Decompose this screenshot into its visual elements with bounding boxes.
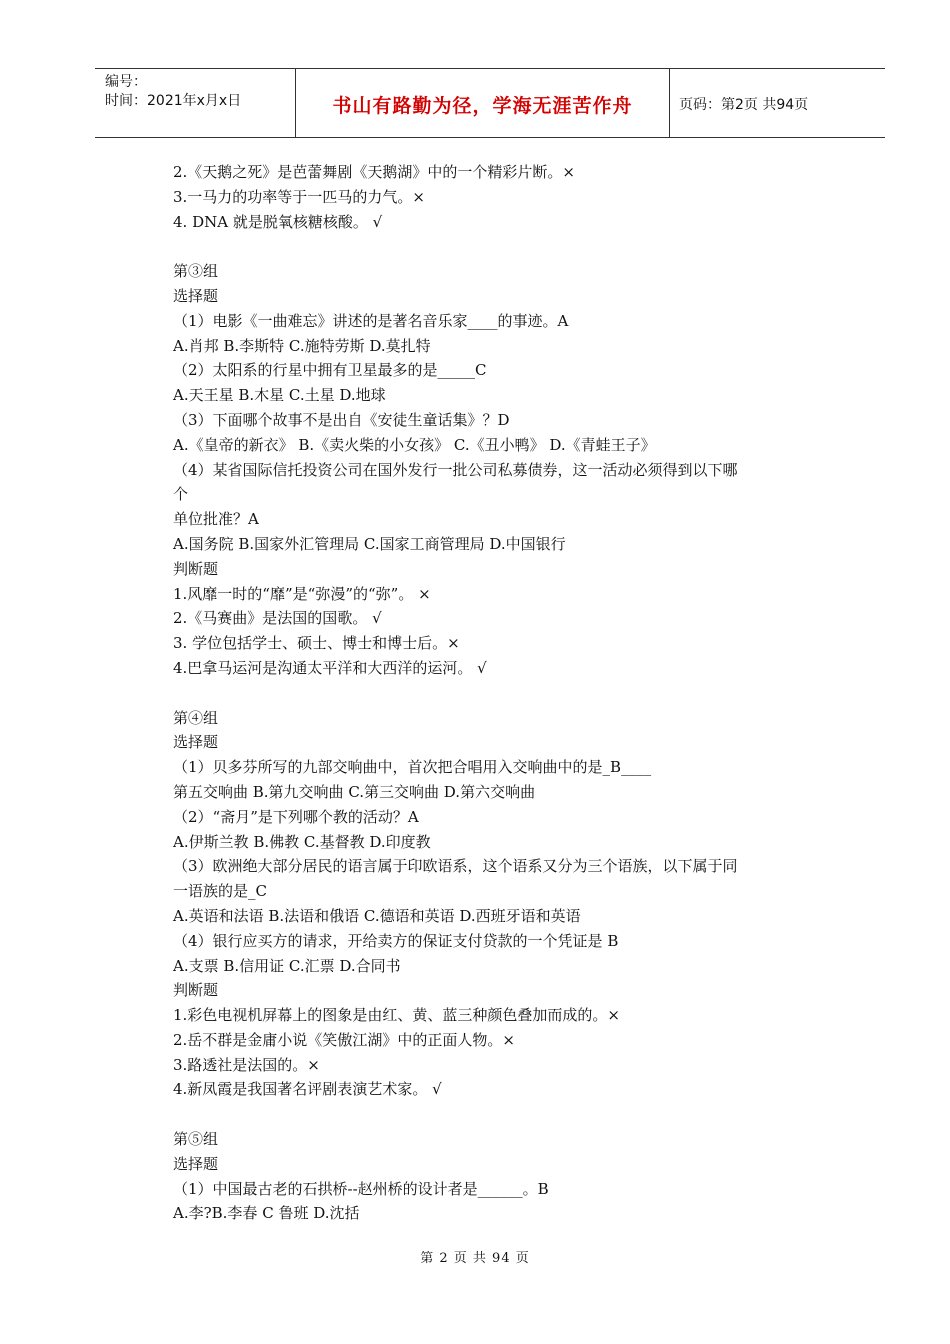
document-time-label: 时间：2021年x月x日 bbox=[105, 93, 242, 109]
question: （1）贝多芬所写的九部交响曲中，首次把合唱用入交响曲中的是_B____ bbox=[173, 758, 652, 777]
section-heading: 判断题 bbox=[173, 981, 219, 1000]
question-options: A.肖邦 B.李斯特 C.施特劳斯 D.莫扎特 bbox=[173, 336, 431, 355]
question: （1）电影《一曲难忘》讲述的是著名音乐家____的事迹。A bbox=[173, 311, 569, 330]
judgement-item: 4.新凤霞是我国著名评剧表演艺术家。 √ bbox=[173, 1080, 442, 1099]
question-options: A.天王星 B.木星 C.土星 D.地球 bbox=[173, 386, 386, 405]
judgement-item: 2.《马赛曲》是法国的国歌。 √ bbox=[173, 609, 382, 628]
section-heading: 选择题 bbox=[173, 1154, 219, 1173]
section-heading: 判断题 bbox=[173, 559, 219, 578]
section-heading: 选择题 bbox=[173, 286, 219, 305]
page-header bbox=[95, 68, 885, 138]
header-motto: 书山有路勤为径，学海无涯苦作舟 bbox=[332, 95, 633, 117]
question-options: A.国务院 B.国家外汇管理局 C.国家工商管理局 D.中国银行 bbox=[173, 534, 566, 553]
question-options: A.李?B.李春 C 鲁班 D.沈括 bbox=[173, 1204, 360, 1223]
question-options: A.《皇帝的新衣》 B.《卖火柴的小女孩》 C.《丑小鸭》 D.《青蛙王子》 bbox=[173, 435, 656, 454]
spacer bbox=[173, 234, 823, 259]
spacer bbox=[173, 1102, 823, 1127]
question: （3）欧洲绝大部分居民的语言属于印欧语系，这个语系又分为三个语族，以下属于同 bbox=[173, 857, 738, 876]
header-meta-cell bbox=[95, 69, 295, 137]
question: （4）某省国际信托投资公司在国外发行一批公司私募债券，这一活动必须得到以下哪 bbox=[173, 460, 738, 479]
question-options: 第五交响曲 B.第九交响曲 C.第三交响曲 D.第六交响曲 bbox=[173, 782, 536, 801]
question: （3）下面哪个故事不是出自《安徒生童话集》？D bbox=[173, 410, 510, 429]
judgement-item: 2.岳不群是金庸小说《笑傲江湖》中的正面人物。× bbox=[173, 1030, 515, 1049]
quiz-item: 4. DNA 就是脱氧核糖核酸。 √ bbox=[173, 212, 383, 231]
question: （2）“斋月”是下列哪个教的活动？A bbox=[173, 807, 419, 826]
group-title: 第④组 bbox=[173, 708, 219, 727]
section-heading: 选择题 bbox=[173, 733, 219, 752]
quiz-item: 3.一马力的功率等于一匹马的力气。× bbox=[173, 187, 425, 206]
group-title: 第⑤组 bbox=[173, 1130, 219, 1149]
question: （2）太阳系的行星中拥有卫星最多的是_____C bbox=[173, 361, 487, 380]
question-options: A.英语和法语 B.法语和俄语 C.德语和英语 D.西班牙语和英语 bbox=[173, 906, 581, 925]
question-options: A.伊斯兰教 B.佛教 C.基督教 D.印度教 bbox=[173, 832, 431, 851]
document-number-label: 编号： bbox=[105, 74, 147, 90]
question: （4）银行应买方的请求，开给卖方的保证支付贷款的一个凭证是 B bbox=[173, 931, 619, 950]
question-continuation: 个 bbox=[173, 485, 189, 504]
header-motto-cell bbox=[295, 69, 670, 137]
judgement-item: 1.风靡一时的“靡”是“弥漫”的“弥”。 × bbox=[173, 584, 431, 603]
document-body bbox=[173, 160, 823, 1226]
judgement-item: 4.巴拿马运河是沟通太平洋和大西洋的运河。 √ bbox=[173, 658, 487, 677]
quiz-item: 2.《天鹅之死》是芭蕾舞剧《天鹅湖》中的一个精彩片断。× bbox=[173, 163, 575, 181]
question-continuation: 单位批准？A bbox=[173, 510, 259, 529]
question-options: A.支票 B.信用证 C.汇票 D.合同书 bbox=[173, 956, 401, 975]
spacer bbox=[173, 681, 823, 706]
group-title: 第③组 bbox=[173, 262, 219, 281]
judgement-item: 1.彩色电视机屏幕上的图象是由红、黄、蓝三种颜色叠加而成的。× bbox=[173, 1006, 620, 1025]
question-continuation: 一语族的是_C bbox=[173, 882, 267, 901]
question: （1）中国最古老的石拱桥--赵州桥的设计者是______。B bbox=[173, 1179, 549, 1198]
header-page-info: 页码：第2页 共94页 bbox=[679, 97, 809, 113]
judgement-item: 3.路透社是法国的。× bbox=[173, 1055, 320, 1074]
judgement-item: 3. 学位包括学士、硕士、博士和博士后。× bbox=[173, 634, 460, 653]
header-page-cell bbox=[669, 69, 885, 137]
page-footer: 第 2 页 共 94 页 bbox=[420, 1251, 530, 1266]
